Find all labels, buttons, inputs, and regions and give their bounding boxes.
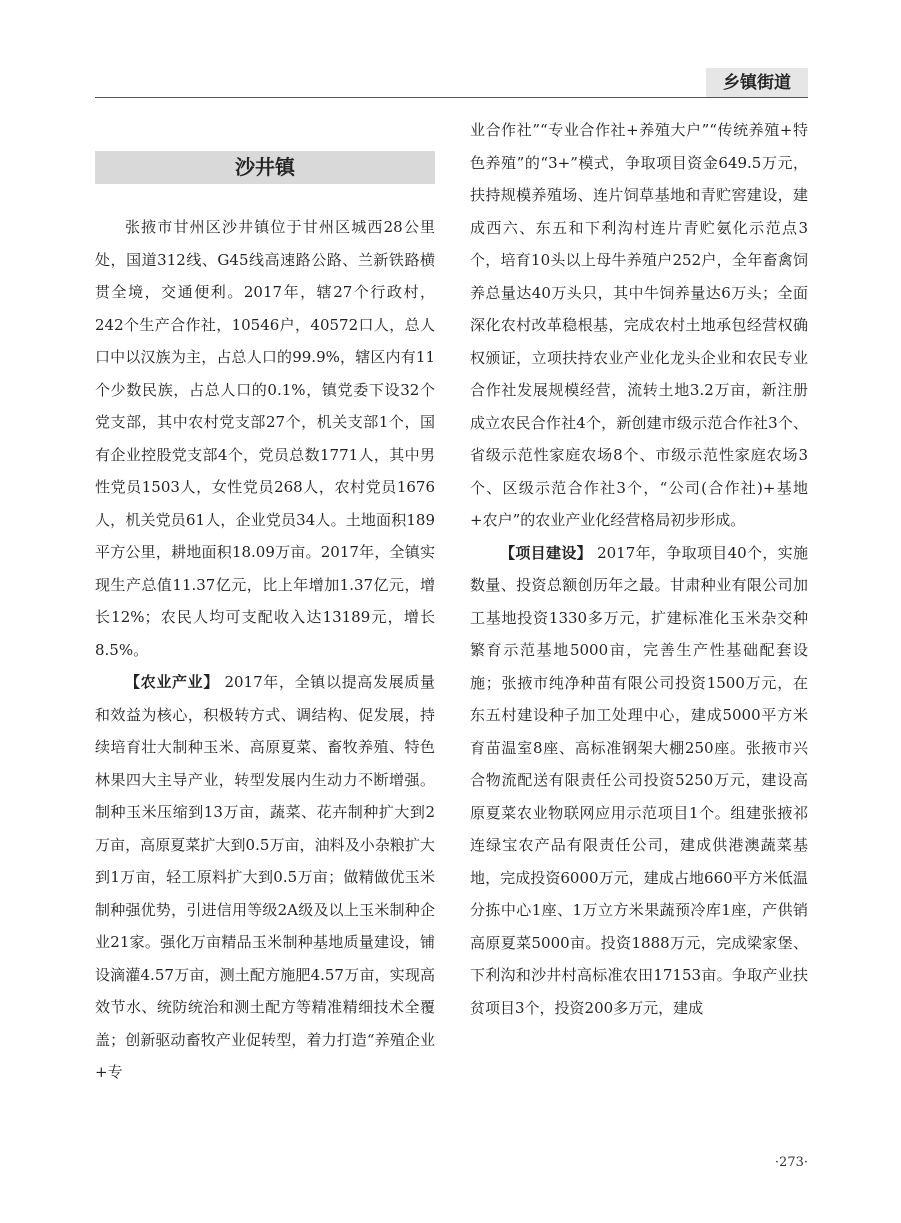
article-title: 沙井镇: [95, 151, 435, 184]
page-number: ·273·: [774, 1155, 808, 1170]
header-rule: [95, 97, 808, 98]
intro-paragraph: 张掖市甘州区沙井镇位于甘州区城西28公里处，国道312线、G45线高速路公路、兰新铁路横贯全境，交通便利。2017年，辖27个行政村，242个生产合作社，10546户，40572口人，总人口中以汉族为主，占总人口的99.9%，辖区内有11个少数民族，占总人口的0.1%，镇党委下设32个党支部，其中农村党支部27个，机关支部1个，国有企业控股党支部4个，党员总数1771人，其中男性党员1503人，女性党员268人，农村党员1676人，机关党员61人，企业党员34人。土地面积189平方公里，耕地面积18.09万亩。2017年，全镇实现生产总值11.37亿元，比上年增加1.37亿元，增长12%；农民人均可支配收入达13189元，增长8.5%。: [95, 218, 435, 659]
project-heading: 【项目建设】: [500, 543, 592, 562]
agri-heading: 【农业产业】: [125, 673, 220, 691]
agri-paragraph: [95, 666, 435, 1089]
section-tab: 乡镇街道: [706, 68, 808, 98]
agri-text-right: 业合作社”“专业合作社+养殖大户”“传统养殖+特色养殖”的“3+”模式，争取项目资金649.5万元，扶持规模养殖场、连片饲草基地和青贮窖建设，建成西六、东五和下利沟村连片青贮氨化示范点3个，培育10头以上母牛养殖户252户，全年畜禽饲养总量达40万头只，其中牛饲养量达6万头；全面深化农村改革稳根基，完成农村土地承包经营权确权颁证，立项扶持农业产业化龙头企业和农民专业合作社发展规模经营，流转土地3.2万亩，新注册成立农民合作社4个，新创建市级示范合作社3个、省级示范性家庭农场8个、市级示范性家庭农场3个、区级示范合作社3个，“公司(合作社)+基地+农户”的农业产业化经营格局初步形成。: [470, 121, 808, 529]
right-column: [470, 114, 808, 1024]
agri-text-left: 2017年，全镇以提高发展质量和效益为核心，积极转方式、调结构、促发展，持续培育壮大制种玉米、高原夏菜、畜牧养殖、特色林果四大主导产业，转型发展内生动力不断增强。制种玉米压缩到13万亩，蔬菜、花卉制种扩大到2万亩，高原夏菜扩大到0.5万亩，油料及小杂粮扩大到1万亩，轻工原料扩大到0.5万亩；做精做优玉米制种强优势，引进信用等级2A级及以上玉米制种企业21家。强化万亩精品玉米制种基地质量建设，铺设滴灌4.57万亩，测土配方施肥4.57万亩，实现高效节水、统防统治和测土配方等精准精细技术全覆盖；创新驱动畜牧产业促转型，着力打造“养殖企业+专: [95, 673, 435, 1081]
project-paragraph: [470, 537, 808, 1025]
project-text: 2017年，争取项目40个，实施数量、投资总额创历年之最。甘肃种业有限公司加工基地投资1330多万元，扩建标准化玉米杂交种繁育示范基地5000亩，完善生产性基础配套设施；张掖市纯净种苗有限公司投资1500万元，在东五村建设种子加工处理中心，建成5000平方米育苗温室8座、高标准钢架大棚250座。张掖市兴合物流配送有限责任公司投资5250万元，建设高原夏菜农业物联网应用示范项目1个。组建张掖祁连绿宝农产品有限责任公司，建成供港澳蔬菜基地，完成投资6000万元，建成占地660平方米低温分拣中心1座、1万立方米果蔬预冷库1座，产供销高原夏菜5000亩。投资1888万元，完成梁家堡、下利沟和沙井村高标准农田17153亩。争取产业扶贫项目3个，投资200多万元，建成: [470, 543, 808, 1017]
left-column: [95, 211, 435, 1089]
